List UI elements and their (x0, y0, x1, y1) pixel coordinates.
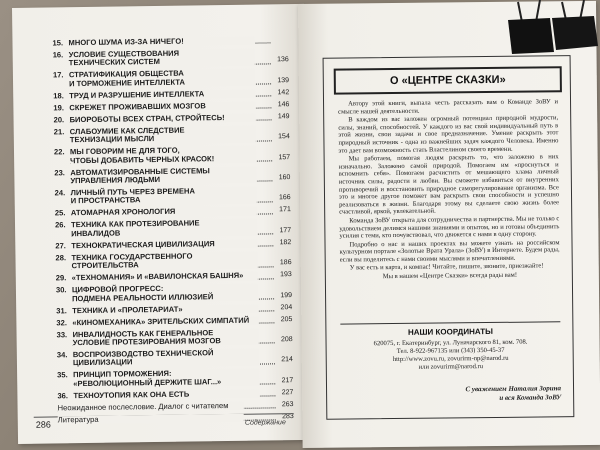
toc-number: 34. (57, 351, 73, 360)
toc-page: 136 (277, 56, 289, 64)
paragraph: Мы работаем, помогая людям раскрыть то, что заложено в них изначально. Заложено самой природой. Помогаем им «проснуться и вспомнить себя». Помогаем расчистить от мешающего хлама личный источник силы, радости и любви. Вы сможете избавиться от внутренних противоречий и восстановить природное саморегулирование организма. Все это и многое другое поможет вам раскрыть свои способности и успешно реализоваться в жизни. Благодаря этому вы сделаете свою жизнь более счастливой, яркой, увлекательной. (338, 153, 560, 216)
toc-title: ЛИЧНЫЙ ПУТЬ ЧЕРЕЗ ВРЕМЕНА И ПРОСТРАНСТВА (71, 187, 257, 206)
toc-page: 199 (280, 291, 293, 299)
toc-title: ТЕХНИКА И «ПРОЛЕТАРИАТ» (72, 304, 258, 315)
toc-page: 171 (279, 206, 291, 214)
toc-title: ТЕХНОУТОПИЯ КАК ОНА ЕСТЬ (73, 389, 259, 400)
paragraph: Подробно о нас и наших проектах вы можете узнать на российском культурном портале «Золотые Врата Урала» (ЗоВУ) в Интернете. Будем рады, если вы поделитесь с нами своими мыслями и впечатлениями. (339, 238, 560, 264)
toc-entry (55, 186, 291, 206)
coordinates-block (341, 338, 561, 372)
table-of-contents (52, 36, 293, 428)
toc-number: 17. (53, 72, 69, 81)
toc-title: ТЕХНОКРАТИЧЕСКАЯ ЦИВИЛИЗАЦИЯ (71, 239, 257, 250)
toc-number: 21. (54, 128, 70, 137)
paragraph: Мы в нашем «Центре Сказки» всегда рады вам! (382, 271, 518, 281)
toc-page: 205 (280, 315, 293, 323)
toc-number: 18. (53, 92, 69, 101)
toc-entry (57, 328, 293, 348)
toc-page: 160 (278, 174, 291, 182)
toc-title: Литература (58, 414, 244, 425)
toc-entry (55, 251, 291, 271)
toc-number: 16. (53, 51, 69, 60)
toc-page: 186 (279, 259, 292, 267)
toc-entry (53, 69, 289, 89)
toc-number: 32. (56, 319, 72, 328)
toc-number: 19. (53, 104, 69, 113)
toc-title: ТЕХНИКА КАК ПРОТЕЗИРОВАНИЕ ИНВАЛИДОВ (71, 219, 257, 238)
toc-page: 217 (281, 376, 294, 385)
toc-page: 283 (281, 412, 294, 421)
toc-title: БИОРОБОТЫ ВСЕХ СТРАН, СТРОЙТЕСЬ! (70, 113, 256, 124)
toc-number: 28. (55, 254, 71, 263)
binder-clip-icon (500, 0, 600, 58)
toc-number: 26. (55, 222, 71, 231)
toc-page: 157 (278, 153, 291, 161)
toc-title: УСЛОВИЕ СУЩЕСТВОВАНИЯ ТЕХНИЧЕСКИХ СИСТЕМ (69, 49, 255, 68)
toc-entry (53, 48, 289, 68)
toc-page: 142 (277, 88, 290, 97)
toc-title: СЛАБОУМИЕ КАК СЛЕДСТВИЕ ТЕХНИЗАЦИИ МЫСЛИ (70, 125, 256, 144)
toc-number: 20. (54, 116, 70, 125)
toc-page: 182 (279, 238, 292, 247)
signature-line: и вся Команда ЗоВУ (499, 393, 562, 402)
paragraph: У вас есть и карта, и компас! Читайте, пишите, звоните, приезжайте! (349, 262, 544, 272)
coordinates-title: НАШИ КООРДИНАТЫ (340, 321, 560, 337)
toc-number: 22. (54, 148, 70, 157)
toc-title: АВТОМАТИЗИРОВАННЫЕ СИСТЕМЫ УПРАВЛЕНИЯ ЛЮДЬМИ (70, 166, 256, 185)
toc-page: 227 (281, 388, 294, 397)
toc-number: 30. (56, 286, 72, 295)
right-page (298, 1, 600, 448)
toc-entry (54, 145, 290, 165)
toc-title: Неожиданное послесловие. Диалог с читателем (58, 402, 244, 413)
toc-entry (54, 125, 290, 145)
toc-page: 166 (278, 194, 291, 202)
toc-entry (57, 348, 293, 368)
toc-entry (57, 389, 293, 401)
toc-entry (56, 283, 292, 303)
coordinate-line: 620075, г. Екатеринбург, ул. Луначарского 81, ком. 708. (373, 338, 528, 348)
toc-page: 154 (278, 133, 290, 141)
toc-entry (58, 401, 294, 413)
toc-entry (55, 239, 291, 251)
toc-entry (56, 316, 292, 328)
paragraph: Команда ЗоВУ открыта для сотрудничества и партнерства. Мы не только с удовольствием делимся нашими знаниями и опытом, но и готовы объединить усилия с теми, кто почувствовал, что движется с нами в одну сторону. (339, 215, 560, 240)
toc-page: 139 (277, 76, 290, 85)
left-page (12, 4, 310, 444)
coordinate-line: или zovurirm@narod.ru (418, 363, 484, 371)
toc-entry (56, 271, 292, 283)
toc-title: «ТЕХНОМАНИЯ» И «ВАВИЛОНСКАЯ БАШНЯ» (72, 272, 258, 283)
page-number: 286 (35, 419, 51, 430)
toc-page: 208 (280, 336, 293, 344)
toc-entry (53, 89, 289, 101)
toc-number: 23. (54, 169, 70, 178)
coordinate-line: Тел. 8-922-967135 или (343) 350-45-37 (396, 346, 505, 355)
toc-page: 149 (277, 112, 290, 121)
running-head: Содержание (244, 419, 286, 427)
paragraph: Автору этой книги, выпала честь рассказать вам о Команде ЗоВУ и смысле нашей деятельности. (338, 98, 559, 116)
toc-title: МНОГО ШУМА ИЗ-ЗА НИЧЕГО! (68, 37, 254, 48)
coordinate-line: http://www.zovu.ru, zovurirm-np@narod.ru (392, 354, 509, 364)
toc-title: АТОМАРНАЯ ХРОНОЛОГИЯ (71, 207, 257, 218)
toc-title: ПРИНЦИП ТОРМОЖЕНИЯ: «РЕВОЛЮЦИОННЫЙ ДЕРЖИТЕ ШАГ...» (73, 369, 259, 388)
toc-entry (57, 369, 293, 389)
toc-title: ТЕХНИКА ГОСУДАРСТВЕННОГО СТРОИТЕЛЬСТВА (71, 251, 257, 270)
toc-title: СКРЕЖЕТ ПРОЖИВАВШИХ МОЗГОВ (69, 101, 255, 112)
toc-number: 36. (57, 392, 73, 401)
signature (361, 384, 561, 404)
toc-number: 15. (52, 39, 68, 48)
toc-number: 27. (55, 242, 71, 251)
toc-title: ЦИФРОВОЙ ПРОГРЕСС: ПОДМЕНА РЕАЛЬНОСТИ ИЛЛЮЗИЕЙ (72, 284, 258, 303)
toc-number: 25. (55, 210, 71, 219)
toc-number: 29. (56, 274, 72, 283)
toc-title: ВОСПРОИЗВОДСТВО ТЕХНИЧЕСКОЙ ЦИВИЛИЗАЦИИ (73, 349, 259, 368)
toc-page: 204 (280, 303, 293, 311)
toc-entry (54, 166, 290, 186)
toc-page: 263 (281, 400, 294, 409)
toc-entry (53, 101, 289, 113)
toc-page: 214 (281, 356, 293, 364)
toc-number: 35. (57, 372, 73, 381)
toc-page: 146 (277, 100, 290, 109)
info-frame (323, 55, 575, 420)
paragraph: В каждом из вас заложен огромный потенциал природной мудрости, силы, знаний, способностей. У каждого из вас свой индивидуальный путь в этой жизни, свои задачи и свое предназначение. Умение раскрыть этот природный источник - одна из важнейших задач каждого Человека. Именно это дает вам возможность стать Властелином своего времени. (338, 114, 559, 155)
toc-entry (55, 219, 291, 239)
toc-entry (56, 304, 292, 316)
toc-page: 177 (279, 226, 292, 235)
toc-title: СТРАТИФИКАЦИЯ ОБЩЕСТВА И ТОРМОЖЕНИЕ ИНТЕЛЛЕКТА (69, 69, 255, 88)
page-title: О «ЦЕНТРЕ СКАЗКИ» (334, 66, 562, 94)
signature-line: С уважением Наталия Зорина (465, 384, 562, 394)
toc-title: ТРУД И РАЗРУШЕНИЕ ИНТЕЛЛЕКТА (69, 89, 255, 100)
toc-number: 24. (55, 189, 71, 198)
toc-page: 193 (280, 271, 292, 279)
body-text (338, 98, 560, 282)
toc-entry (52, 36, 288, 48)
toc-entry (55, 207, 291, 219)
toc-number: 31. (56, 307, 72, 316)
toc-title: ИНВАЛИДНОСТЬ КАК ГЕНЕРАЛЬНОЕ УСЛОВИЕ ПРОТЕЗИРОВАНИЯ МОЗГОВ (73, 328, 259, 347)
toc-number: 33. (57, 331, 73, 340)
toc-title: МЫ ГОВОРИМ НЕ ДЛЯ ТОГО, ЧТОБЫ ДОБАВИТЬ ЧЕРНЫХ КРАСОК! (70, 146, 256, 165)
toc-title: «КИНОМЕХАНИКА» ЗРИТЕЛЬСКИХ СИМПАТИЙ (72, 316, 258, 327)
toc-entry (54, 113, 290, 125)
